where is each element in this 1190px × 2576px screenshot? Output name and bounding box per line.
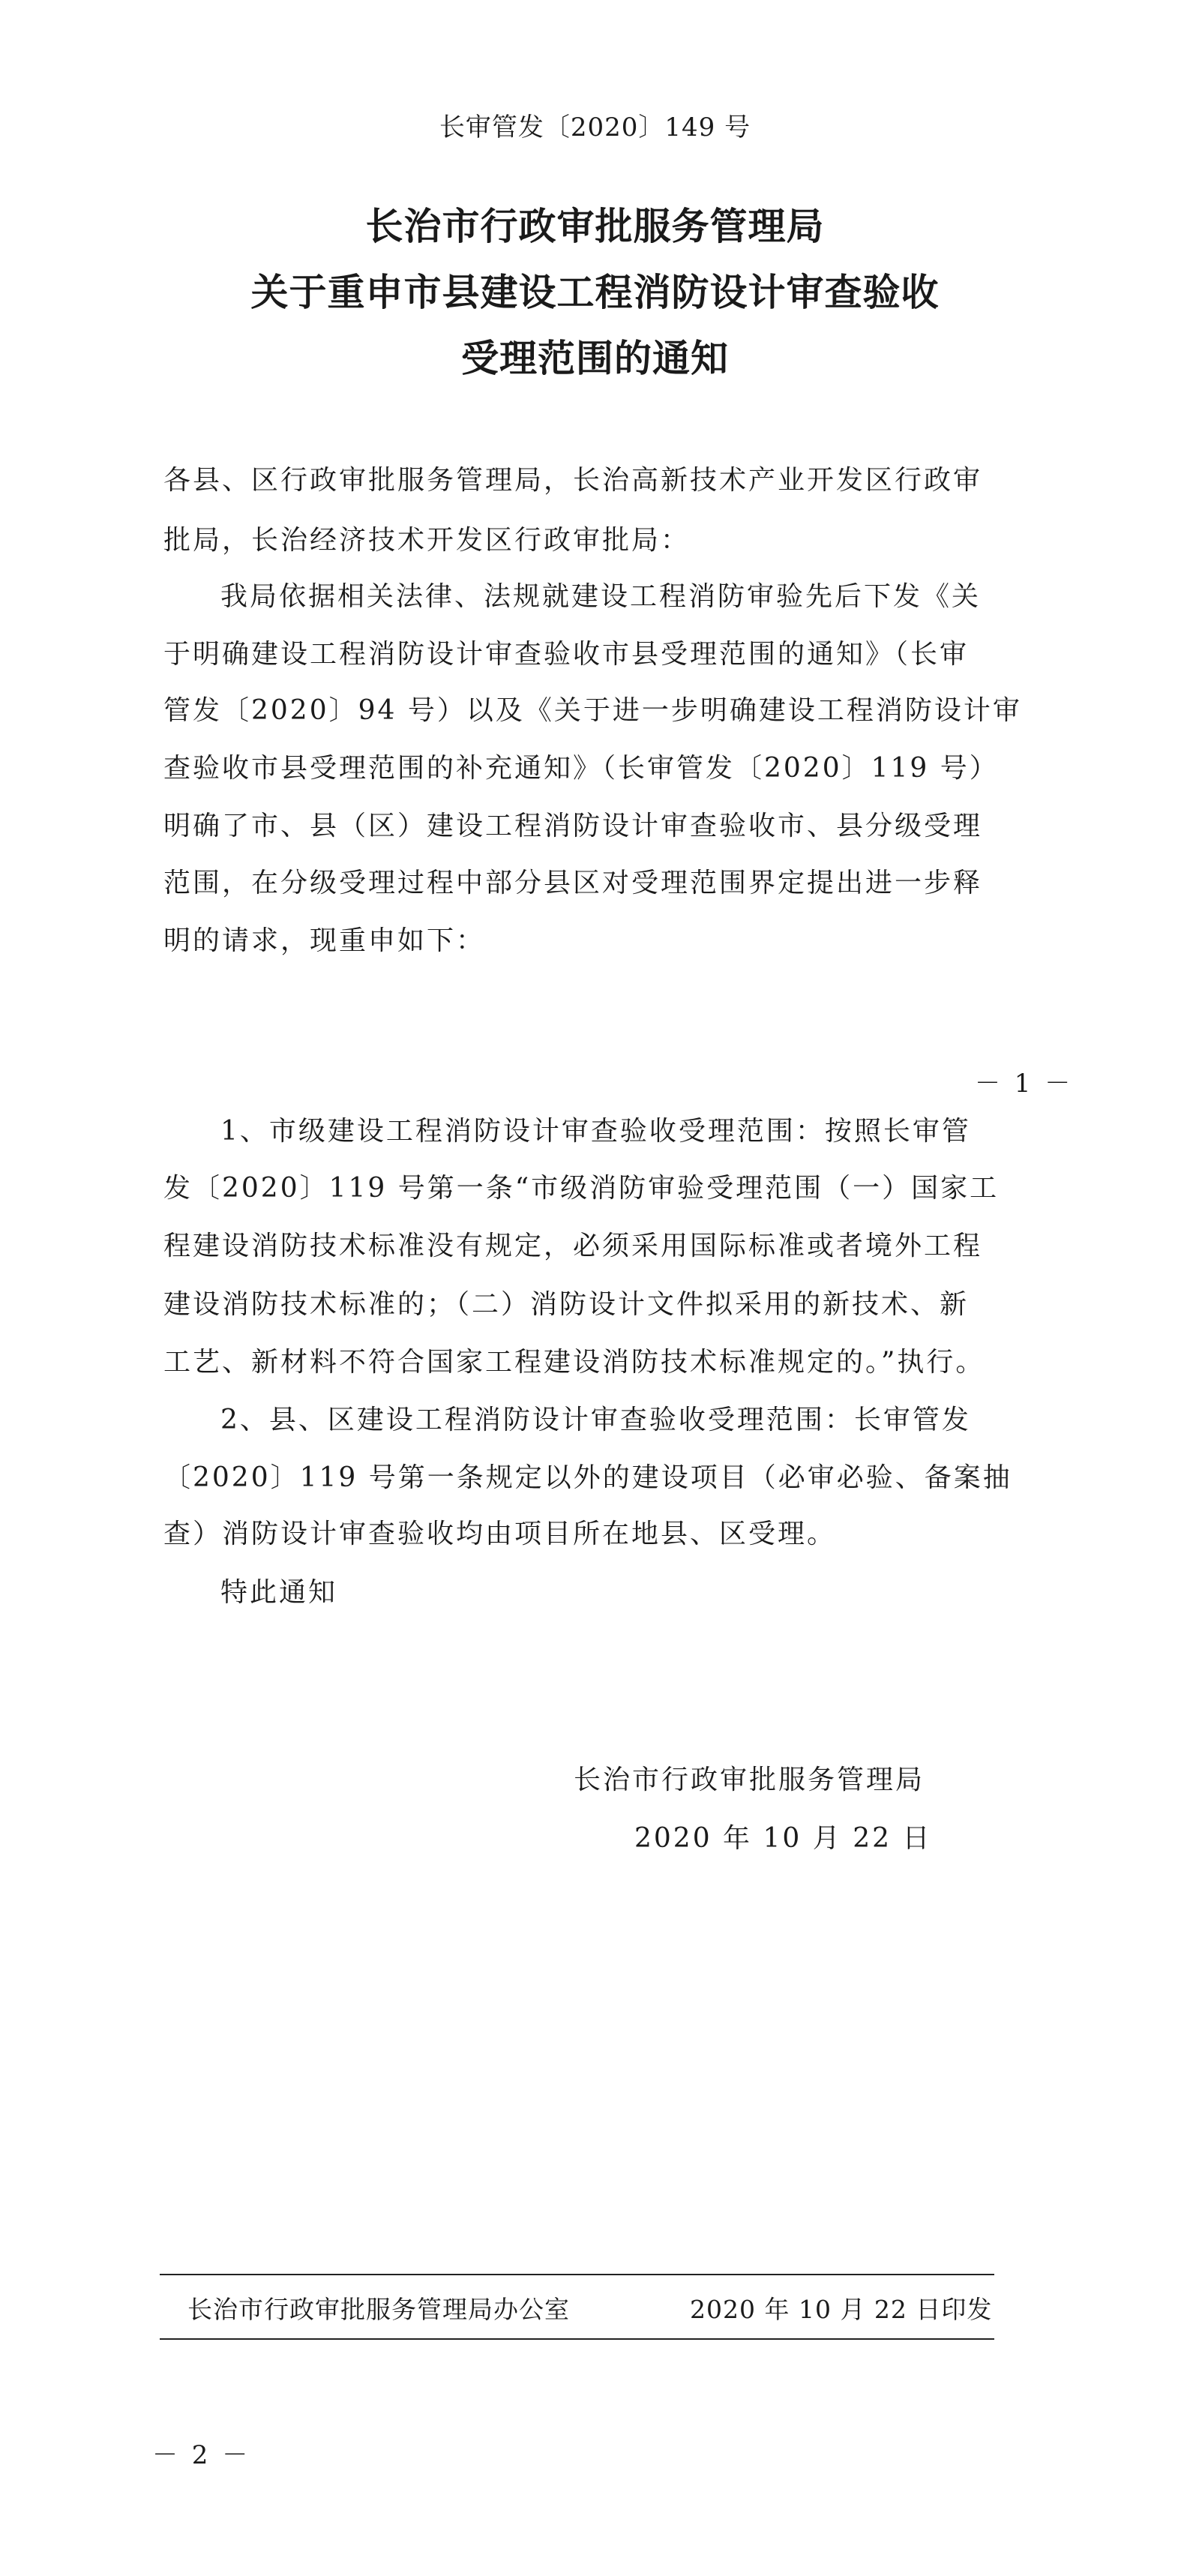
paragraph-line: 发〔2020〕119 号第一条“市级消防审验受理范围（一）国家工 [163, 1173, 1000, 1204]
closing-text: 特此通知 [220, 1577, 338, 1608]
paragraph-line: 工艺、新材料不符合国家工程建设消防技术标准规定的。”执行。 [163, 1347, 985, 1378]
paragraph-line: 查验收市县受理范围的补充通知》（长审管发〔2020〕119 号） [163, 753, 999, 784]
paragraph-line: 明的请求，现重申如下： [163, 925, 486, 956]
paragraph-line: 管发〔2020〕94 号）以及《关于进一步明确建设工程消防设计审 [163, 695, 1022, 726]
signature-org: 长治市行政审批服务管理局 [574, 1765, 925, 1795]
signature-date: 2020 年 10 月 22 日 [634, 1823, 932, 1854]
addressee-line: 各县、区行政审批服务管理局，长治高新技术产业开发区行政审 [163, 465, 983, 496]
title-line: 受理范围的通知 [461, 336, 729, 380]
footer-office: 长治市行政审批服务管理局办公室 [187, 2295, 570, 2324]
document-number: 长审管发〔2020〕149 号 [439, 112, 751, 142]
paragraph-line: 1、市级建设工程消防设计审查验收受理范围：按照长审管 [220, 1116, 971, 1147]
page-number: － 1 － [975, 1069, 1074, 1099]
paragraph-line: 我局依据相关法律、法规就建设工程消防审验先后下发《关 [220, 581, 982, 612]
footer-print-date: 2020 年 10 月 22 日印发 [690, 2295, 993, 2324]
footer-top-rule [160, 2274, 994, 2275]
paragraph-line: 查）消防设计审查验收均由项目所在地县、区受理。 [163, 1519, 837, 1549]
paragraph-line: 范围，在分级受理过程中部分县区对受理范围界定提出进一步释 [163, 868, 983, 898]
page-number: － 2 － [152, 2440, 251, 2470]
addressee-line: 批局，长治经济技术开发区行政审批局： [163, 525, 691, 556]
title-line: 长治市行政审批服务管理局 [365, 204, 825, 248]
paragraph-line: 2、县、区建设工程消防设计审查验收受理范围：长审管发 [220, 1405, 971, 1435]
paragraph-line: 于明确建设工程消防设计审查验收市县受理范围的通知》（长审 [163, 639, 970, 670]
paragraph-line: 建设消防技术标准的；（二）消防设计文件拟采用的新技术、新 [163, 1289, 970, 1320]
paragraph-line: 程建设消防技术标准没有规定，必须采用国际标准或者境外工程 [163, 1231, 983, 1261]
paragraph-line: 明确了市、县（区）建设工程消防设计审查验收市、县分级受理 [163, 811, 983, 841]
footer-bottom-rule [160, 2338, 994, 2340]
title-line: 关于重申市县建设工程消防设计审查验收 [250, 270, 940, 314]
paragraph-line: 〔2020〕119 号第一条规定以外的建设项目（必审必验、备案抽 [163, 1462, 1012, 1493]
